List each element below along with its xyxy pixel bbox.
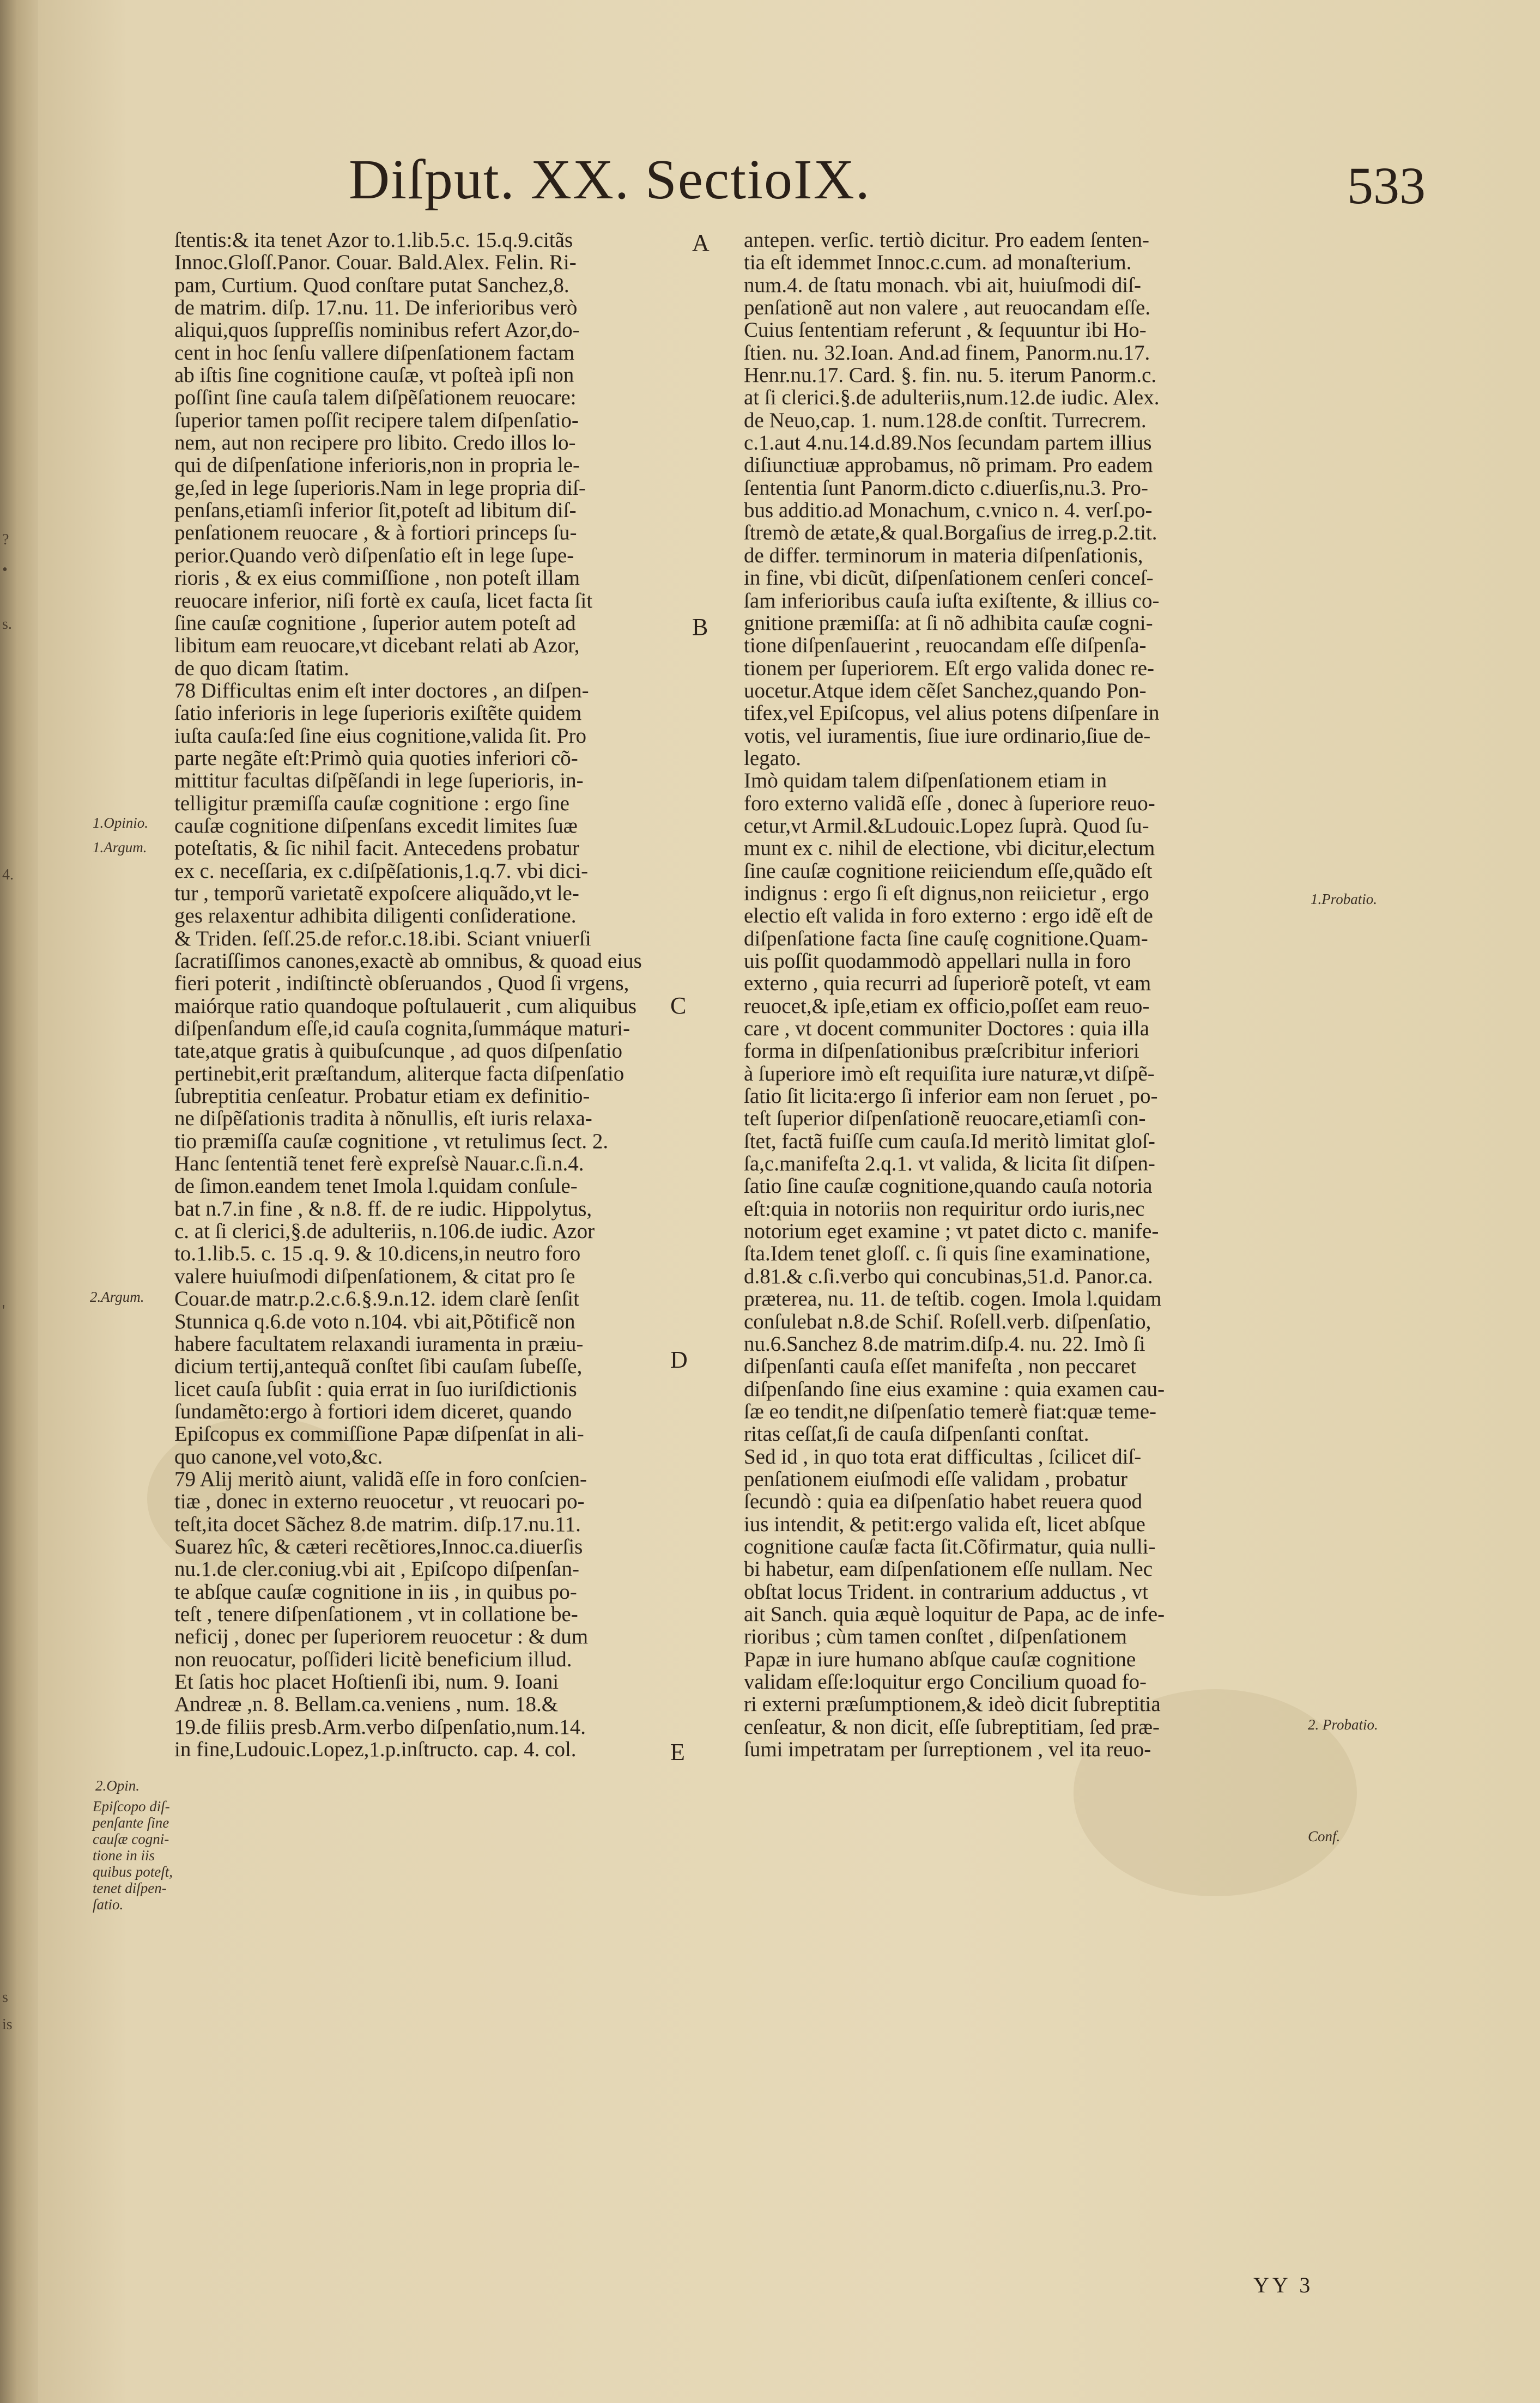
text-line: indignus : ergo ſi eſt dignus,non reiicietur , ergo bbox=[744, 881, 1149, 905]
text-line: ſatio inferioris in lege ſuperioris exiſtẽte quidem bbox=[174, 701, 582, 725]
text-line: ſtien. nu. 32.Ioan. And.ad finem, Panorm.nu.17. bbox=[744, 341, 1150, 365]
text-line: poteſtatis, & ſic nihil facit. Antecedens probatur bbox=[174, 836, 579, 860]
text-line: ſententia ſunt Panorm.dicto c.diuerſis,nu.3. Pro- bbox=[744, 476, 1148, 500]
text-line: at ſi clerici.§.de adulteriis,num.12.de iudic. Alex. bbox=[744, 386, 1160, 410]
text-line: diſpenſanti cauſa eſſet manifeſta , non peccaret bbox=[744, 1355, 1137, 1379]
text-line: tur , temporũ varietatẽ expoſcere aliquãdo,vt le- bbox=[174, 881, 579, 905]
section-letter-d: D bbox=[670, 1346, 688, 1373]
text-line: poſſint ſine cauſa talem diſpẽſationem reuocare: bbox=[174, 386, 577, 410]
text-line: de differ. terminorum in materia diſpenſationis, bbox=[744, 543, 1143, 567]
text-line: ne diſpẽſationis tradita à nõnullis, eſt iuris relaxa- bbox=[174, 1107, 592, 1131]
text-line: ritas ceſſat,ſi de cauſa diſpenſanti conſtat. bbox=[744, 1422, 1089, 1446]
text-line: externo , quia recurri ad ſuperiorẽ poteſt, vt eam bbox=[744, 972, 1151, 996]
text-line: diſiunctiuæ approbamus, nõ primam. Pro eadem bbox=[744, 453, 1153, 477]
text-line: penſationem eiuſmodi eſſe validam , probatur bbox=[744, 1467, 1127, 1491]
text-line: Papæ in iure humano abſque cauſæ cognitione bbox=[744, 1647, 1136, 1671]
text-line: ſine cauſæ cognitione reiiciendum eſſe,quãdo eſt bbox=[744, 859, 1153, 883]
text-line: ſam inferioribus cauſa iuſta exiſtente, & illius co- bbox=[744, 588, 1160, 612]
text-line: teſt,ita docet Sãchez 8.de matrim. diſp.17.nu.11. bbox=[174, 1512, 581, 1536]
text-line: maiórque ratio quandoque poſtulauerit , cum aliquibus bbox=[174, 994, 637, 1018]
margin-note-line: quibus poteſt, bbox=[93, 1864, 173, 1880]
text-line: votis, vel iuramentis, ſiue iure ordinario,ſiue de- bbox=[744, 724, 1151, 748]
text-line: bat n.7.in fine , & n.8. ff. de re iudic. Hippolytus, bbox=[174, 1197, 592, 1221]
text-line: neficij , donec per ſuperiorem reuocetur : & dum bbox=[174, 1625, 589, 1649]
text-line: à ſuperiore imò eſt requiſita iure naturæ,vt diſpẽ- bbox=[744, 1061, 1155, 1085]
text-line: tifex,vel Epiſcopus, vel alius potens diſpenſare in bbox=[744, 701, 1160, 725]
text-line: ſubreptitia cenſeatur. Probatur etiam ex definitio- bbox=[174, 1084, 590, 1108]
text-line: conſulebat n.8.de Schiſ. Roſell.verb. diſpenſatio, bbox=[744, 1309, 1151, 1333]
margin-note-argum-2: 2.Argum. bbox=[90, 1289, 144, 1305]
text-line: electio eſt valida in foro externo : ergo idẽ eſt de bbox=[744, 904, 1153, 928]
text-line: pertinebit,erit præſtandum, aliterque facta diſpenſatio bbox=[174, 1061, 625, 1085]
margin-note-line: Epiſcopo diſ- bbox=[93, 1798, 170, 1815]
text-line: care , vt docent communiter Doctores : quia illa bbox=[744, 1017, 1149, 1041]
section-letter-e: E bbox=[670, 1739, 685, 1765]
text-line: ge,ſed in lege ſuperioris.Nam in lege propria diſ- bbox=[174, 476, 586, 500]
text-line: ri externi præſumptionem,& ideò dicit ſubreptitia bbox=[744, 1692, 1161, 1716]
text-line: teſt , tenere diſpenſationem , vt in collatione be- bbox=[174, 1602, 578, 1626]
margin-note-opinio-1: 1.Opinio. bbox=[93, 815, 149, 831]
facing-mark: • bbox=[2, 561, 8, 578]
text-line: penſans,etiamſi inferior ſit,poteſt ad libitum diſ- bbox=[174, 499, 577, 523]
text-line: 79 Alij meritò aiunt, validã eſſe in foro conſcien- bbox=[174, 1467, 587, 1491]
text-line: qui de diſpenſatione inferioris,non in propria le- bbox=[174, 453, 580, 477]
text-line: Imò quidam talem diſpenſationem etiam in bbox=[744, 769, 1107, 793]
margin-note-line: ſatio. bbox=[93, 1896, 124, 1913]
text-line: tionem per ſuperiorem. Eſt ergo valida donec re- bbox=[744, 656, 1154, 680]
text-line: uocetur.Atque idem cẽſet Sanchez,quando Pon- bbox=[744, 678, 1147, 702]
text-line: cognitione cauſæ facta ſit.Cõfirmatur, quia nulli- bbox=[744, 1534, 1156, 1558]
text-line: antepen. verſic. tertiò dicitur. Pro eadem ſenten- bbox=[744, 229, 1149, 252]
text-line: pam, Curtium. Quod conſtare putat Sanchez,8. bbox=[174, 273, 569, 297]
text-line: te abſque cauſæ cognitione in iis , in quibus po- bbox=[174, 1580, 577, 1604]
text-line: ait Sanch. quia æquè loquitur de Papa, ac de infe- bbox=[744, 1602, 1165, 1626]
text-line: nu.6.Sanchez 8.de matrim.diſp.4. nu. 22. Imò ſi bbox=[744, 1332, 1145, 1356]
text-line: non reuocatur, poſſideri licitè beneficium illud. bbox=[174, 1647, 572, 1671]
text-line: teſt ſuperior diſpenſationẽ reuocare,etiamſi con- bbox=[744, 1107, 1146, 1131]
text-line: diſpenſandum eſſe,id cauſa cognita,ſummáque maturi- bbox=[174, 1017, 630, 1041]
text-line: de ſimon.eandem tenet Imola l.quidam conſule- bbox=[174, 1174, 578, 1198]
text-line: ſtentis:& ita tenet Azor to.1.lib.5.c. 15.q.9.citãs bbox=[174, 229, 573, 252]
text-line: ſta.Idem tenet gloſſ. c. ſi quis ſine examinatione, bbox=[744, 1242, 1151, 1266]
text-line: c. at ſi clerici,§.de adulteriis, n.106.de iudic. Azor bbox=[174, 1219, 595, 1243]
text-line: & Triden. ſeſſ.25.de refor.c.18.ibi. Sciant vniuerſi bbox=[174, 926, 591, 950]
text-line: Suarez hîc, & cæteri recẽtiores,Innoc.ca.diuerſis bbox=[174, 1534, 583, 1558]
text-line: Andreæ ,n. 8. Bellam.ca.veniens , num. 18.& bbox=[174, 1692, 559, 1716]
text-line: ſa,c.manifeſta 2.q.1. vt valida, & licita ſit diſpen- bbox=[744, 1152, 1155, 1176]
text-line: tione diſpenſauerint , reuocandam eſſe diſpenſa- bbox=[744, 634, 1147, 658]
text-line: nu.1.de cler.coniug.vbi ait , Epiſcopo diſpenſan- bbox=[174, 1557, 579, 1581]
margin-note-probatio-1: 1.Probatio. bbox=[1311, 891, 1378, 907]
text-line: tiæ , donec in externo reuocetur , vt reuocari po- bbox=[174, 1490, 585, 1514]
text-line: bus additio.ad Monachum, c.vnico n. 4. verſ.po- bbox=[744, 499, 1153, 523]
text-line: 78 Difficultas enim eſt inter doctores , an diſpen- bbox=[174, 678, 589, 702]
facing-page-edge bbox=[0, 0, 38, 2403]
text-line: to.1.lib.5. c. 15 .q. 9. & 10.dicens,in neutro foro bbox=[174, 1242, 581, 1266]
text-line: ſatio ſit licita:ergo ſi inferior eam non ſeruet , po- bbox=[744, 1084, 1158, 1108]
signature-mark: YY 3 bbox=[1253, 2273, 1314, 2297]
text-line: habere facultatem relaxandi iuramenta in præiu- bbox=[174, 1332, 584, 1356]
text-line: mittitur facultas diſpẽſandi in lege ſuperioris, in- bbox=[174, 769, 584, 793]
text-line: c.1.aut 4.nu.14.d.89.Nos ſecundam partem illius bbox=[744, 431, 1152, 455]
text-line: Cuius ſententiam referunt , & ſequuntur ibi Ho- bbox=[744, 318, 1147, 342]
text-line: ſecundò : quia ea diſpenſatio habet reuera quod bbox=[744, 1490, 1142, 1514]
text-line: fieri poterit , indiſtinctè obſeruandos , Quod ſi vrgens, bbox=[174, 972, 629, 996]
text-line: validam eſſe:loquitur ergo Concilium quoad fo- bbox=[744, 1670, 1147, 1694]
right-column bbox=[744, 229, 1302, 1761]
text-line: Epiſcopus ex commiſſione Papæ diſpenſat in ali- bbox=[174, 1422, 584, 1446]
book-page bbox=[38, 0, 1540, 2403]
text-line: in fine,Ludouic.Lopez,1.p.inſtructo. cap. 4. col. bbox=[174, 1738, 577, 1761]
text-line: penſationẽ aut non valere , aut reuocandam eſſe. bbox=[744, 296, 1151, 320]
section-letter-c: C bbox=[670, 992, 687, 1019]
text-line: ſine cauſæ cognitione , ſuperior autem poteſt ad bbox=[174, 611, 576, 635]
text-line: gnitione præmiſſa: at ſi nõ adhibita cauſæ cogni- bbox=[744, 611, 1153, 635]
text-line: bi habetur, eam diſpenſationem eſſe nullam. Nec bbox=[744, 1557, 1153, 1581]
text-line: Sed id , in quo tota erat difficultas , ſcilicet diſ- bbox=[744, 1445, 1142, 1468]
text-line: num.4. de ſtatu monach. vbi ait, huiuſmodi diſ- bbox=[744, 273, 1141, 297]
text-line: telligitur præmiſſa cauſæ cognitione : ergo ſine bbox=[174, 791, 569, 815]
text-line: ſumi impetratam per ſurreptionem , vel ita reuo- bbox=[744, 1738, 1151, 1761]
text-line: ſæ eo tendit,ne diſpenſatio temerè fiat:quæ teme- bbox=[744, 1399, 1157, 1423]
text-line: reuocet,& ipſe,etiam ex officio,poſſet eam reuo- bbox=[744, 994, 1150, 1018]
text-line: in fine, vbi dicũt, diſpenſationem cenſeri conceſ- bbox=[744, 566, 1154, 590]
text-line: d.81.& c.ſi.verbo qui concubinas,51.d. Panor.ca. bbox=[744, 1264, 1153, 1288]
section-letter-a: A bbox=[692, 229, 710, 256]
facing-mark: is bbox=[2, 2016, 13, 2033]
text-line: Henr.nu.17. Card. §. fin. nu. 5. iterum Panorm.c. bbox=[744, 363, 1157, 387]
text-line: tio præmiſſa cauſæ cognitione , vt retulimus ſect. 2. bbox=[174, 1129, 609, 1153]
text-line: obſtat locus Trident. in contrarium adductus , vt bbox=[744, 1580, 1149, 1604]
text-line: iuſta cauſa:ſed ſine eius cognitione,valida ſit. Pro bbox=[174, 724, 586, 748]
text-line: de matrim. diſp. 17.nu. 11. De inferioribus verò bbox=[174, 296, 578, 320]
text-line: Et ſatis hoc placet Hoſtienſi ibi, num. 9. Ioani bbox=[174, 1670, 559, 1694]
text-line: ſatio ſine cauſæ cognitione,quando cauſa notoria bbox=[744, 1174, 1153, 1198]
margin-note-line: tenet diſpen- bbox=[93, 1880, 167, 1896]
text-line: forma in diſpenſationibus præſcribitur inferiori bbox=[744, 1039, 1139, 1063]
text-line: Couar.de matr.p.2.c.6.§.9.n.12. idem clarè ſenſit bbox=[174, 1287, 579, 1311]
text-line: ſundamẽto:ergo à fortiori idem diceret, quando bbox=[174, 1399, 572, 1423]
text-line: uis poſſit quodammodò appellari nulla in foro bbox=[744, 949, 1131, 973]
text-line: dicium tertij,antequã conſtet ſibi cauſam ſubeſſe, bbox=[174, 1355, 583, 1379]
facing-mark: s bbox=[2, 1989, 8, 2006]
text-line: perior.Quando verò diſpenſatio eſt in lege ſupe- bbox=[174, 543, 574, 567]
text-line: notorium eget examine ; vt patet dicto c. manife- bbox=[744, 1219, 1159, 1243]
text-line: Innoc.Gloſſ.Panor. Couar. Bald.Alex. Felin. Ri- bbox=[174, 251, 577, 275]
text-line: rioris , & ex eius commiſſione , non poteſt illam bbox=[174, 566, 580, 590]
text-line: Stunnica q.6.de voto n.104. vbi ait,Põtificẽ non bbox=[174, 1309, 575, 1333]
text-line: ſuperior tamen poſſit recipere talem diſpenſatio- bbox=[174, 408, 579, 432]
text-line: ius intendit, & petit:ergo valida eſt, licet abſque bbox=[744, 1512, 1145, 1536]
text-line: diſpenſatione facta ſine cauſę cognitione.Quam- bbox=[744, 926, 1148, 950]
facing-mark: s. bbox=[2, 616, 12, 633]
margin-note-opinio-2: 2.Opin. bbox=[95, 1777, 140, 1794]
left-column bbox=[174, 229, 725, 1761]
text-line: licet cauſa ſubſit : quia errat in ſuo iuriſdictionis bbox=[174, 1377, 577, 1401]
text-line: 19.de filiis presb.Arm.verbo diſpenſatio,num.14. bbox=[174, 1715, 586, 1739]
text-line: Hanc ſententiã tenet ferè expreſsè Nauar.c.ſi.n.4. bbox=[174, 1152, 584, 1176]
facing-mark: ' bbox=[2, 1302, 5, 1319]
margin-note-line: tione in iis bbox=[93, 1847, 155, 1864]
text-line: de Neuo,cap. 1. num.128.de conſtit. Turrecrem. bbox=[744, 408, 1147, 432]
margin-note-line: cauſæ cogni- bbox=[93, 1831, 169, 1847]
text-line: ſtet, factã fuiſſe cum cauſa.Id meritò limitat gloſ- bbox=[744, 1129, 1155, 1153]
margin-note-conf: Conf. bbox=[1308, 1828, 1341, 1844]
text-line: ex c. neceſſaria, ex c.diſpẽſationis,1.q.7. vbi dici- bbox=[174, 859, 589, 883]
text-line: tate,atque gratis à quibuſcunque , ad quos diſpenſatio bbox=[174, 1039, 623, 1063]
text-line: nem, aut non recipere pro libito. Credo illos lo- bbox=[174, 431, 576, 455]
text-line: quo canone,vel voto,&c. bbox=[174, 1445, 383, 1468]
text-line: ſtremò de ætate,& qual.Borgaſius de irreg.p.2.tit. bbox=[744, 521, 1157, 545]
text-line: eſt:quia in notoriis non requiritur ordo iuris,nec bbox=[744, 1197, 1145, 1221]
text-line: ab iſtis ſine cognitione cauſæ, vt poſteà ipſi non bbox=[174, 363, 574, 387]
text-line: cent in hoc ſenſu vallere diſpenſationem factam bbox=[174, 341, 575, 365]
facing-mark: 4. bbox=[2, 866, 14, 883]
text-line: foro externo validã eſſe , donec à ſuperiore reuo- bbox=[744, 791, 1155, 815]
text-line: ſacratiſſimos canones,exactè ab omnibus, & quoad eius bbox=[174, 949, 642, 973]
margin-note-episcopo bbox=[93, 1798, 173, 1913]
text-line: reuocare inferior, niſi fortè ex cauſa, licet facta ſit bbox=[174, 588, 593, 612]
text-line: valere huiuſmodi diſpenſationem, & citat pro ſe bbox=[174, 1264, 575, 1288]
text-line: munt ex c. nihil de electione, vbi dicitur,electum bbox=[744, 836, 1155, 860]
facing-mark: ? bbox=[2, 531, 9, 548]
text-line: cetur,vt Armil.&Ludouic.Lopez ſuprà. Quod ſu- bbox=[744, 814, 1149, 838]
running-header: Diſput. XX. SectioIX. bbox=[349, 148, 871, 211]
text-line: præterea, nu. 11. de teſtib. cogen. Imola l.quidam bbox=[744, 1287, 1162, 1311]
text-line: diſpenſando ſine eius examine : quia examen cau- bbox=[744, 1377, 1165, 1401]
text-line: rioribus ; cùm tamen conſtet , diſpenſationem bbox=[744, 1625, 1127, 1649]
text-line: parte negãte eſt:Primò quia quoties inferiori cõ- bbox=[174, 746, 578, 770]
page-number: 533 bbox=[1347, 156, 1426, 215]
text-line: aliqui,quos ſuppreſſis nominibus refert Azor,do- bbox=[174, 318, 580, 342]
text-line: ges relaxentur adhibita diligenti conſideratione. bbox=[174, 904, 577, 928]
margin-note-argum-1: 1.Argum. bbox=[93, 839, 147, 855]
margin-note-probatio-2: 2. Probatio. bbox=[1308, 1716, 1378, 1733]
text-line: tia eſt idemmet Innoc.c.cum. ad monaſterium. bbox=[744, 251, 1132, 275]
text-line: libitum eam reuocare,vt dicebant relati ab Azor, bbox=[174, 634, 580, 658]
section-letter-b: B bbox=[692, 614, 708, 640]
text-line: cauſæ cognitione diſpenſans excedit limites ſuæ bbox=[174, 814, 578, 838]
text-line: cenſeatur, & non dicit, eſſe ſubreptitiam, ſed præ- bbox=[744, 1715, 1160, 1739]
margin-note-line: penſante ſine bbox=[93, 1815, 169, 1831]
text-line: de quo dicam ſtatim. bbox=[174, 656, 349, 680]
text-line: legato. bbox=[744, 746, 802, 770]
text-line: penſationem reuocare , & à fortiori princeps ſu- bbox=[174, 521, 577, 545]
facing-page-marks bbox=[2, 0, 24, 2403]
